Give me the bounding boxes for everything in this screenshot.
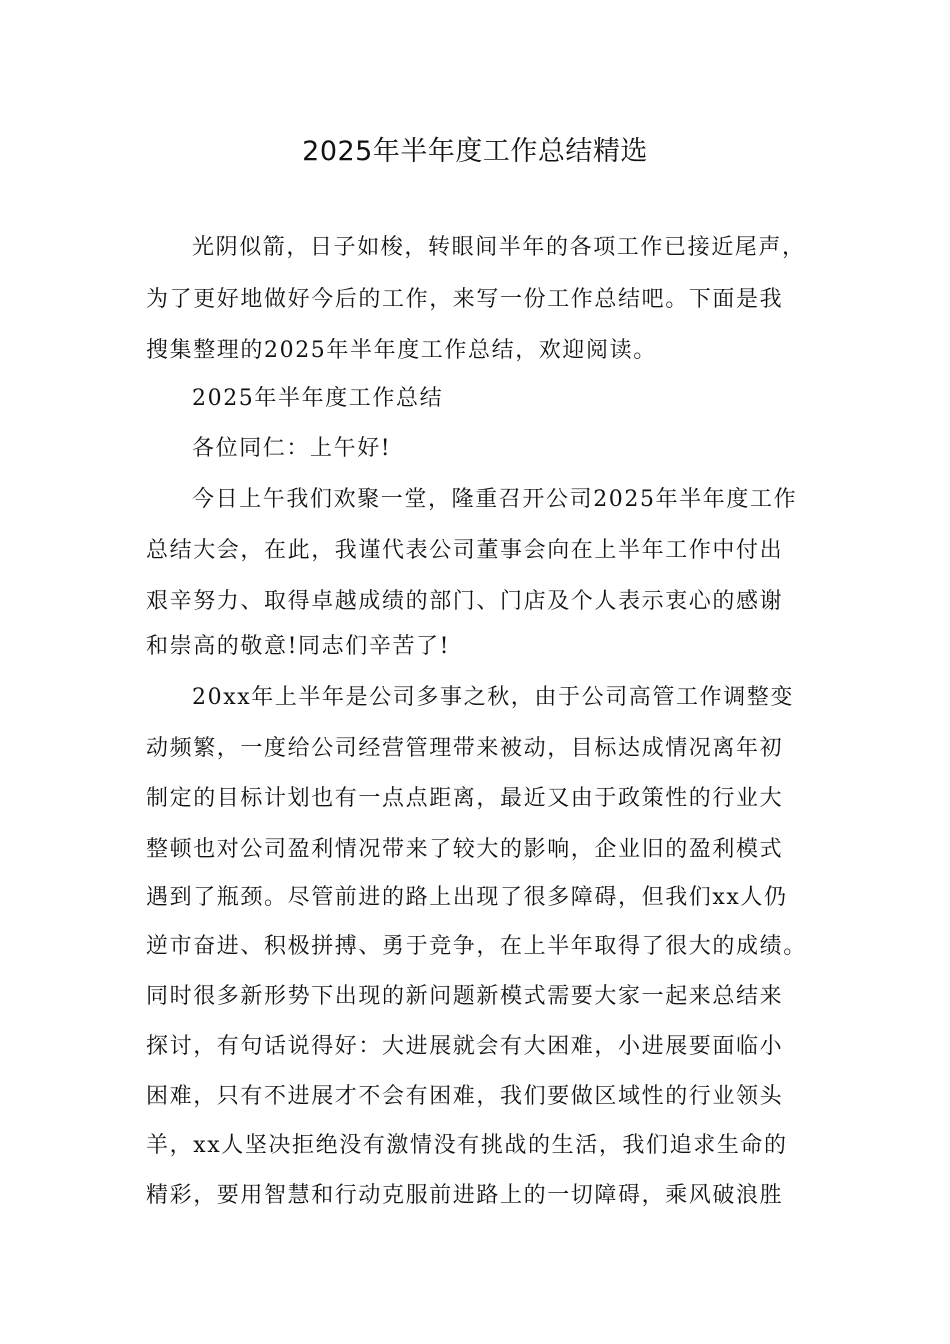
paragraph-line: 遇到了瓶颈。尽管前进的路上出现了很多障碍，但我们xx人仍 bbox=[146, 885, 788, 910]
paragraph-line: 困难，只有不进展才不会有困难，我们要做区域性的行业领头 bbox=[146, 1084, 784, 1109]
paragraph-line: 20xx年上半年是公司多事之秋，由于公司高管工作调整变 bbox=[192, 685, 795, 710]
paragraph-line: 光阴似箭，日子如梭，转眼间半年的各项工作已接近尾声， bbox=[192, 235, 806, 260]
paragraph-line: 总结大会，在此，我谨代表公司董事会向在上半年工作中付出 bbox=[146, 538, 784, 563]
paragraph-line: 为了更好地做好今后的工作，来写一份工作总结吧。下面是我 bbox=[146, 287, 784, 312]
paragraph-line: 艰辛努力、取得卓越成绩的部门、门店及个人表示衷心的感谢 bbox=[146, 589, 784, 614]
paragraph-line: 精彩，要用智慧和行动克服前进路上的一切障碍，乘风破浪胜 bbox=[146, 1183, 784, 1208]
paragraph-line: 制定的目标计划也有一点点距离，最近又由于政策性的行业大 bbox=[146, 786, 784, 811]
document-title: 2025年半年度工作总结精选 bbox=[302, 136, 648, 167]
paragraph-line: 和崇高的敬意!同志们辛苦了! bbox=[146, 634, 451, 659]
paragraph-line: 同时很多新形势下出现的新问题新模式需要大家一起来总结来 bbox=[146, 984, 784, 1009]
paragraph-line: 探讨，有句话说得好：大进展就会有大困难，小进展要面临小 bbox=[146, 1034, 784, 1059]
paragraph-line: 动频繁，一度给公司经营管理带来被动，目标达成情况离年初 bbox=[146, 736, 784, 761]
paragraph-line: 整顿也对公司盈利情况带来了较大的影响，企业旧的盈利模式 bbox=[146, 837, 784, 862]
paragraph-line: 搜集整理的2025年半年度工作总结，欢迎阅读。 bbox=[146, 338, 657, 363]
section-heading: 2025年半年度工作总结 bbox=[192, 386, 444, 411]
paragraph-line: 逆市奋进、积极拼搏、勇于竞争，在上半年取得了很大的成绩。 bbox=[146, 934, 807, 959]
paragraph-line: 今日上午我们欢聚一堂，隆重召开公司2025年半年度工作 bbox=[192, 487, 798, 512]
paragraph-line: 羊，xx人坚决拒绝没有激情没有挑战的生活，我们追求生命的 bbox=[146, 1133, 788, 1158]
greeting-line: 各位同仁：上午好! bbox=[192, 436, 392, 461]
